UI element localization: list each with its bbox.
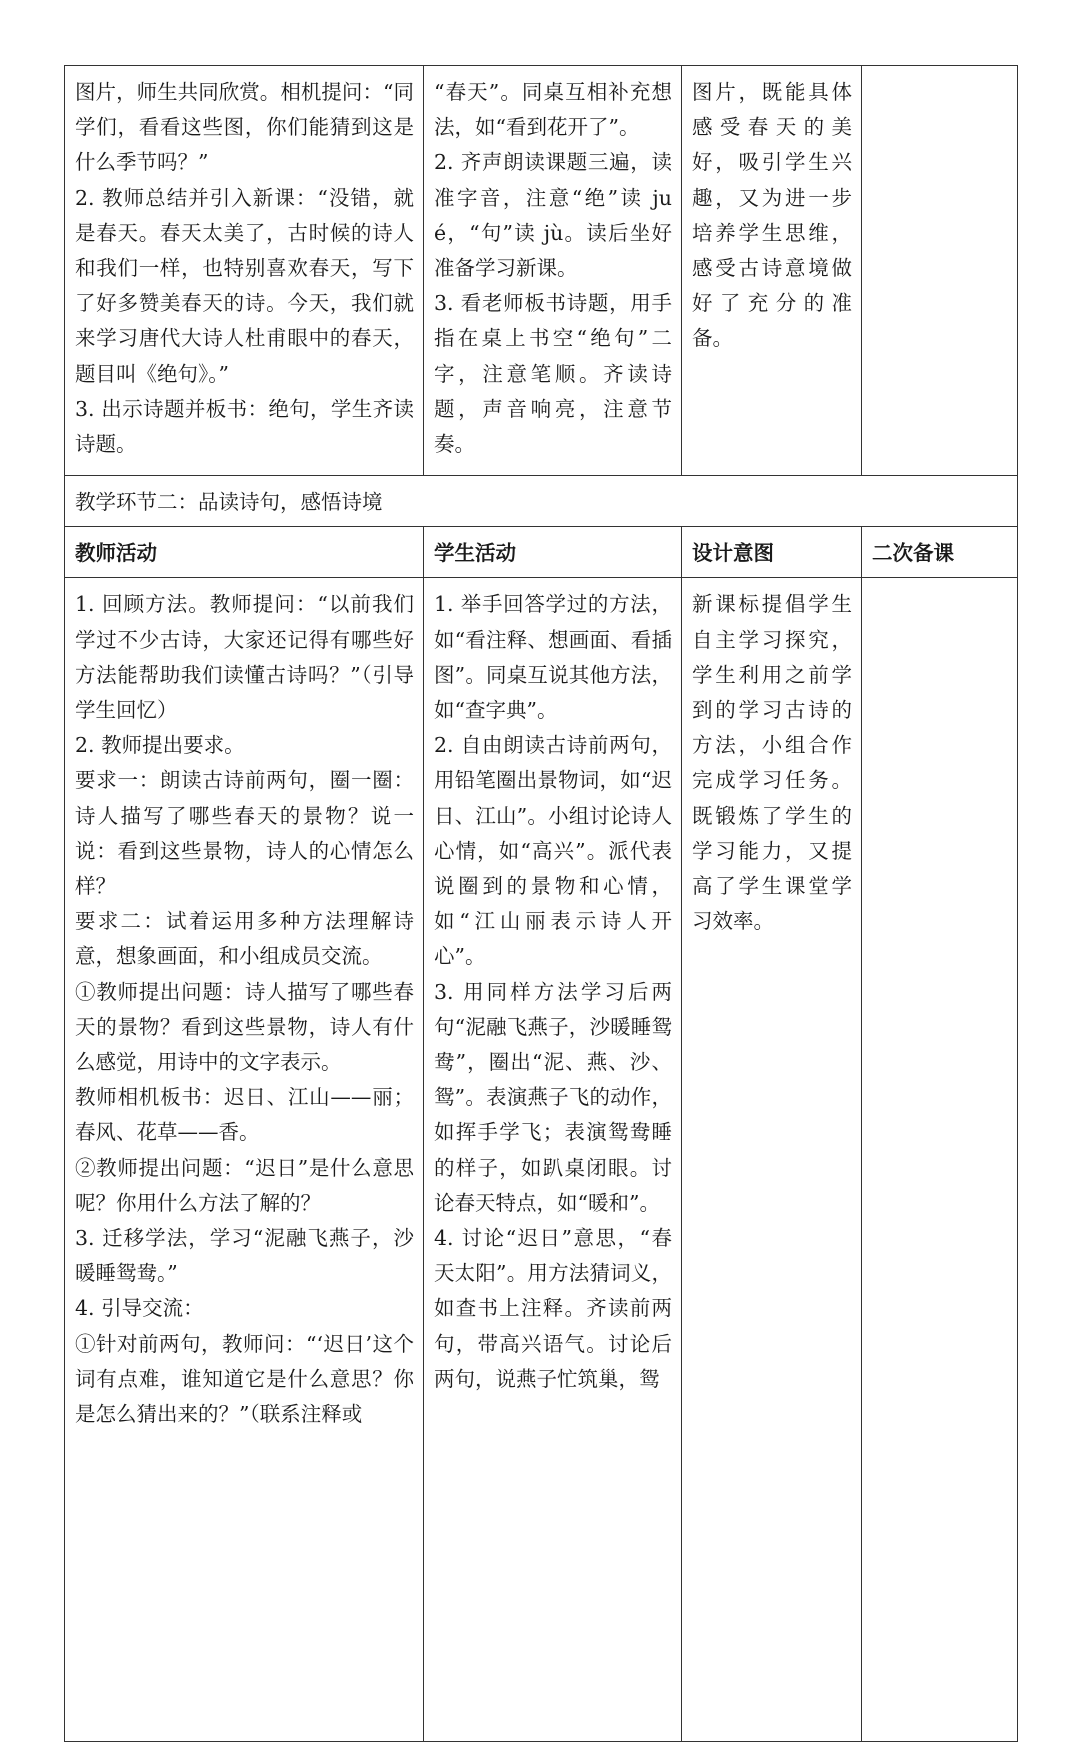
cell-paragraph: 2. 教师提出要求。	[75, 733, 245, 758]
header-design-intent: 设计意图	[682, 527, 862, 578]
teacher-activity-cell	[65, 578, 424, 1742]
cell-paragraph: 3. 出示诗题并板书：绝句，学生齐读诗题。	[75, 396, 414, 457]
teacher-activity-cell	[65, 66, 424, 476]
cell-paragraph: 1. 回顾方法。教师提问：“以前我们学过不少古诗，大家还记得有哪些好方法能帮助我们读懂古诗吗？”（引导学生回忆）	[75, 592, 414, 723]
cell-paragraph: ①针对前两句，教师问：“‘迟日’这个词有点难，谁知道它是什么意思？你是怎么猜出来的？”（联系注释或	[75, 1331, 414, 1427]
second-prep-cell	[862, 578, 1018, 1742]
table-header-row	[65, 527, 1018, 578]
cell-paragraph: 图片，既能具体感受春天的美好，吸引学生兴趣，又为进一步培养学生思维，感受古诗意境做好了充分的准备。	[692, 80, 852, 351]
table-row	[65, 578, 1018, 1742]
section-title: 教学环节二：品读诗句，感悟诗境	[65, 476, 1018, 527]
lesson-plan-table	[64, 65, 1018, 1742]
cell-paragraph: 教师相机板书：迟日、江山——丽；春风、花草——香。	[75, 1085, 414, 1145]
table-row	[65, 476, 1018, 527]
cell-paragraph: 图片，师生共同欣赏。相机提问：“同学们，看看这些图，你们能猜到这是什么季节吗？”	[75, 80, 414, 175]
cell-paragraph: 1. 举手回答学过的方法，如“看注释、想画面、看插图”。同桌互说其他方法，如“查字典”。	[434, 592, 672, 723]
cell-paragraph: ①教师提出问题：诗人描写了哪些春天的景物？看到这些景物，诗人有什么感觉，用诗中的文字表示。	[75, 979, 414, 1075]
cell-paragraph: “春天”。同桌互相补充想法，如“看到花开了”。	[434, 80, 672, 140]
cell-paragraph: 2. 教师总结并引入新课：“没错，就是春天。春天太美了，古时候的诗人和我们一样，也特别喜欢春天，写下了好多赞美春天的诗。今天，我们就来学习唐代大诗人杜甫眼中的春天，题目叫《绝句》。”	[75, 185, 414, 386]
cell-paragraph: 2. 自由朗读古诗前两句，用铅笔圈出景物词，如“迟日、江山”。小组讨论诗人心情，如“高兴”。派代表说圈到的景物和心情，如“江山丽表示诗人开心”。	[434, 733, 672, 969]
student-activity-cell	[424, 578, 682, 1742]
design-intent-cell	[682, 66, 862, 476]
table-row	[65, 66, 1018, 476]
cell-paragraph: 3. 迁移学法，学习“泥融飞燕子，沙暖睡鸳鸯。”	[75, 1226, 414, 1286]
cell-paragraph: 2. 齐声朗读课题三遍，读准字音，注意“绝”读 jué，“句”读 jù。读后坐好准备学习新课。	[434, 150, 672, 281]
cell-paragraph: 4. 引导交流：	[75, 1296, 204, 1321]
header-second-prep: 二次备课	[862, 527, 1018, 578]
design-intent-cell	[682, 578, 862, 1742]
cell-paragraph: 要求一：朗读古诗前两句，圈一圈：诗人描写了哪些春天的景物？说一说：看到这些景物，诗人的心情怎么样？	[75, 768, 414, 899]
header-teacher-activity: 教师活动	[65, 527, 424, 578]
cell-paragraph: 3. 用同样方法学习后两句“泥融飞燕子，沙暖睡鸳鸯”，圈出“泥、燕、沙、鸳”。表演燕子飞的动作，如挥手学飞；表演鸳鸯睡的样子，如趴桌闭眼。讨论春天特点，如“暖和”。	[434, 979, 672, 1215]
cell-paragraph: 4. 讨论“迟日”意思，“春天太阳”。用方法猜词义，如查书上注释。齐读前两句，带高兴语气。讨论后两句，说燕子忙筑巢，鸳	[434, 1226, 672, 1391]
second-prep-cell	[862, 66, 1018, 476]
cell-paragraph: 要求二：试着运用多种方法理解诗意，想象画面，和小组成员交流。	[75, 909, 414, 969]
header-student-activity: 学生活动	[424, 527, 682, 578]
cell-paragraph: 3. 看老师板书诗题，用手指在桌上书空“绝句”二字，注意笔顺。齐读诗题，声音响亮，注意节奏。	[434, 291, 672, 457]
cell-paragraph: 新课标提倡学生自主学习探究，学生利用之前学到的学习古诗的方法，小组合作完成学习任务。既锻炼了学生的学习能力，又提高了学生课堂学习效率。	[692, 592, 852, 934]
student-activity-cell	[424, 66, 682, 476]
cell-paragraph: ②教师提出问题：“迟日”是什么意思呢？你用什么方法了解的？	[75, 1155, 414, 1215]
